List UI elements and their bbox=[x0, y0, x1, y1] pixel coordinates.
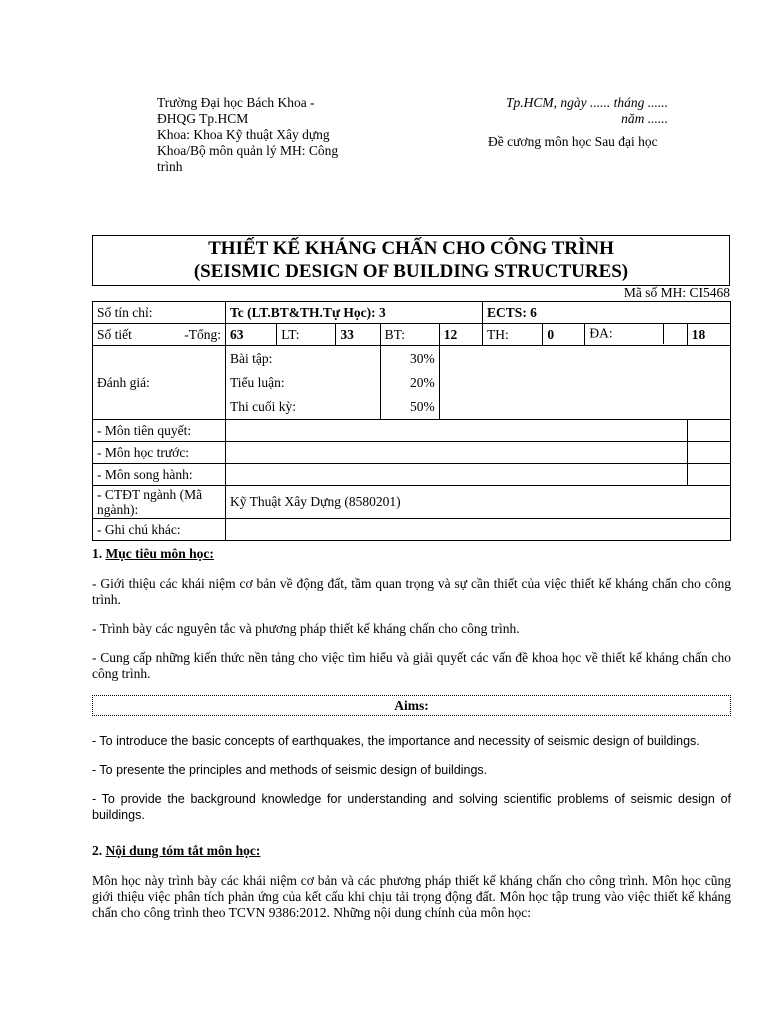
aim-en: - To introduce the basic concepts of earthquakes, the importance and necessity of seismic design of buildings. bbox=[92, 734, 700, 748]
previous-extra bbox=[687, 442, 730, 464]
lt-label: LT: bbox=[277, 324, 336, 346]
section-1-heading: 1. Mục tiêu môn học: bbox=[92, 546, 214, 561]
th-hours: 0 bbox=[543, 324, 585, 346]
notes-value bbox=[226, 519, 731, 541]
date-line: Tp.HCM, ngày ...... tháng ...... bbox=[506, 95, 668, 110]
grading-item: Thi cuối kỳ: bbox=[230, 398, 297, 414]
program-label: - CTĐT ngành (Mã ngành): bbox=[93, 486, 226, 519]
grading-item: Bài tập: bbox=[230, 350, 273, 366]
course-info-table bbox=[92, 301, 731, 541]
grading-item: Tiểu luận: bbox=[230, 374, 285, 390]
section-2-heading: 2. Nội dung tóm tắt môn học: bbox=[92, 843, 261, 858]
section-1-title: Mục tiêu môn học: bbox=[105, 546, 214, 561]
header-line: Khoa: Khoa Kỹ thuật Xây dựng bbox=[157, 127, 330, 142]
grading-items bbox=[226, 346, 381, 420]
grading-pct: 50% bbox=[410, 398, 435, 414]
program-value: Kỹ Thuật Xây Dựng (8580201) bbox=[226, 486, 731, 519]
course-code: Mã số MH: CI5468 bbox=[623, 285, 730, 300]
prereq-label: - Môn tiên quyết: bbox=[93, 420, 226, 442]
goal-vi: - Giới thiệu các khái niệm cơ bản về động đất, tầm quan trọng và sự cần thiết của việc thiết kế kháng chấn cho công trình. bbox=[92, 576, 731, 607]
section-2-title: Nội dung tóm tắt môn học: bbox=[105, 843, 261, 858]
btl-hours: 18 bbox=[687, 324, 730, 346]
parallel-extra bbox=[687, 464, 730, 486]
aim-en: - To presente the principles and methods of seismic design of buildings. bbox=[92, 763, 488, 777]
grading-pct: 20% bbox=[410, 374, 435, 390]
notes-label: - Ghi chú khác: bbox=[93, 519, 226, 541]
aims-heading: Aims: bbox=[92, 695, 731, 716]
parallel-row bbox=[93, 464, 731, 486]
ects-value: ECTS: 6 bbox=[483, 302, 731, 324]
grading-row bbox=[93, 346, 731, 420]
prereq-extra bbox=[687, 420, 730, 442]
lt-hours: 33 bbox=[336, 324, 380, 346]
header-line: ĐHQG Tp.HCM bbox=[157, 111, 249, 126]
aim-en: - To provide the background knowledge for understanding and solving scientific problems of seismic design of buildings. bbox=[92, 792, 731, 822]
grading-empty bbox=[439, 346, 730, 420]
program-row bbox=[93, 486, 731, 519]
prereq-value bbox=[226, 420, 688, 442]
credits-value: Tc (LT.BT&TH.Tự Học): 3 bbox=[226, 302, 483, 324]
document-type: Đề cương môn học Sau đại học bbox=[488, 134, 658, 149]
grading-percents bbox=[380, 346, 439, 420]
grading-pct: 30% bbox=[410, 350, 435, 366]
date-line: năm ...... bbox=[621, 111, 668, 126]
section-2-body: Môn học này trình bày các khái niệm cơ bản và các phương pháp thiết kế kháng chấn cho công trình. Môn học cũng giới thiệu việc phân tích phản ứng của kết cấu khi chịu tải trọng động đất. Môn học tập trung vào việc thiết kế kháng chấn cho công trình theo TCVN 9386:2012. Những nội dung chính của môn học: bbox=[92, 873, 731, 920]
header-institution bbox=[157, 95, 357, 175]
header-line: trình bbox=[157, 159, 183, 174]
previous-label: - Môn học trước: bbox=[93, 442, 226, 464]
total-label: -Tổng: bbox=[184, 326, 222, 342]
parallel-label: - Môn song hành: bbox=[93, 464, 226, 486]
course-title-en: (SEISMIC DESIGN OF BUILDING STRUCTURES) bbox=[193, 261, 629, 282]
hours-label: Số tiết -Tổng: bbox=[93, 324, 226, 346]
prereq-row bbox=[93, 420, 731, 442]
header-date-block bbox=[470, 95, 668, 150]
notes-row bbox=[93, 519, 731, 541]
course-title-box bbox=[92, 235, 730, 286]
th-label: TH: bbox=[483, 324, 543, 346]
bt-hours: 12 bbox=[439, 324, 482, 346]
da-label: ĐA: bbox=[585, 324, 687, 346]
previous-row bbox=[93, 442, 731, 464]
hours-row bbox=[93, 324, 731, 346]
previous-value bbox=[226, 442, 688, 464]
goal-vi: - Cung cấp những kiến thức nền tảng cho việc tìm hiểu và giải quyết các vấn đề khoa học về thiết kế kháng chấn cho công trình. bbox=[92, 650, 731, 681]
total-hours: 63 bbox=[226, 324, 277, 346]
parallel-value bbox=[226, 464, 688, 486]
header-line: Khoa/Bộ môn quản lý MH: Công bbox=[157, 143, 339, 158]
bt-label: BT: bbox=[380, 324, 439, 346]
goal-vi: - Trình bày các nguyên tắc và phương pháp thiết kế kháng chấn cho công trình. bbox=[92, 621, 520, 636]
credits-row bbox=[93, 302, 731, 324]
grading-label: Đánh giá: bbox=[93, 346, 226, 420]
credits-label: Số tín chỉ: bbox=[93, 302, 226, 324]
course-content bbox=[92, 546, 731, 934]
course-title-vi: THIẾT KẾ KHÁNG CHẤN CHO CÔNG TRÌNH bbox=[208, 238, 614, 259]
header-line: Trường Đại học Bách Khoa - bbox=[157, 95, 315, 110]
